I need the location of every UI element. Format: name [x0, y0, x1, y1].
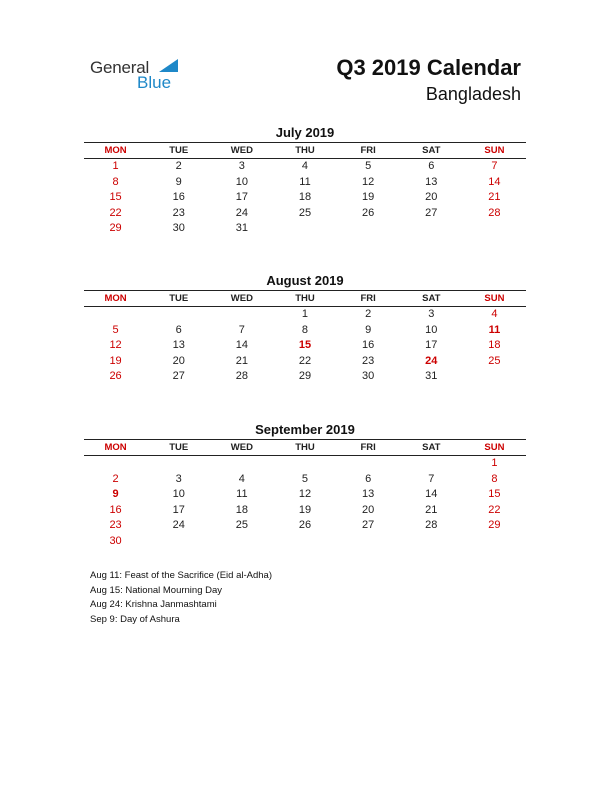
- empty-day-cell: [400, 456, 463, 472]
- weekday-header: WED: [210, 143, 273, 159]
- day-cell: 16: [109, 503, 122, 516]
- day-cell: 21: [425, 503, 438, 516]
- day-cell: 20: [172, 354, 185, 367]
- week-row: [84, 456, 526, 472]
- empty-day-cell: [273, 456, 336, 472]
- day-cell: 15: [109, 191, 122, 204]
- weekday-header: MON: [84, 440, 147, 456]
- day-cell: 22: [488, 503, 501, 516]
- weekday-header: FRI: [337, 143, 400, 159]
- weekday-header: THU: [273, 143, 336, 159]
- empty-day-cell: [337, 534, 400, 550]
- day-cell: 26: [362, 206, 375, 219]
- day-cell: 29: [109, 222, 122, 235]
- day-cell: 2: [175, 160, 182, 172]
- empty-day-cell: [400, 534, 463, 550]
- day-cell: 5: [301, 472, 309, 485]
- weekday-header: SUN: [463, 291, 526, 307]
- day-cell: 10: [172, 488, 185, 501]
- day-cell: 20: [425, 191, 438, 204]
- day-cell: 23: [362, 354, 375, 367]
- day-cell: 3: [175, 472, 182, 485]
- day-cell: 4: [491, 308, 498, 320]
- day-cell: 5: [112, 323, 119, 336]
- week-row: [84, 472, 526, 488]
- week-row: [84, 503, 526, 519]
- day-cell: 19: [298, 503, 312, 516]
- day-cell: 14: [425, 488, 438, 501]
- empty-day-cell: [210, 534, 273, 550]
- day-cell: 30: [109, 534, 122, 547]
- day-cell: 20: [362, 503, 375, 516]
- day-cell: 2: [112, 472, 119, 485]
- day-cell: 4: [238, 472, 245, 485]
- day-cell: 14: [235, 339, 248, 352]
- day-cell: 26: [298, 519, 312, 532]
- weekday-header: THU: [273, 440, 336, 456]
- week-row: [84, 534, 526, 550]
- week-row: [84, 354, 526, 370]
- day-cell: 17: [235, 191, 248, 204]
- day-cell: 8: [301, 323, 309, 336]
- day-cell: 13: [172, 339, 185, 352]
- day-cell: 18: [235, 503, 248, 516]
- day-cell: 11: [299, 175, 311, 188]
- day-cell: 9: [175, 175, 182, 188]
- week-row: [84, 338, 526, 354]
- day-cell: 21: [235, 354, 248, 367]
- day-cell: 28: [488, 206, 501, 219]
- empty-day-cell: [337, 456, 400, 472]
- empty-day-cell: [210, 456, 273, 472]
- empty-day-cell: [273, 534, 336, 550]
- month-block-august: [84, 272, 526, 385]
- week-row: [84, 487, 526, 503]
- day-cell: 21: [488, 191, 501, 204]
- week-row: [84, 369, 526, 385]
- day-cell: 11: [488, 323, 501, 336]
- day-cell: 29: [298, 370, 312, 383]
- day-cell: 19: [109, 354, 122, 367]
- day-cell: 17: [172, 503, 185, 516]
- empty-day-cell: [463, 369, 526, 385]
- day-cell: 6: [428, 160, 435, 172]
- day-cell: 8: [112, 175, 119, 188]
- day-cell: 16: [362, 339, 375, 352]
- day-cell: 24: [172, 519, 185, 532]
- holiday-note: Aug 15: National Mourning Day: [90, 584, 223, 596]
- day-cell: 4: [301, 160, 309, 172]
- logo-blue-text: Blue: [137, 73, 172, 92]
- weekday-header: FRI: [337, 291, 400, 307]
- holiday-notes: [90, 569, 272, 627]
- weekday-header: MON: [84, 291, 147, 307]
- weekday-header: TUE: [147, 143, 210, 159]
- day-cell: 28: [235, 370, 248, 383]
- weekday-header: WED: [210, 291, 273, 307]
- day-cell: 18: [298, 191, 312, 204]
- week-row: [84, 518, 526, 534]
- weekday-header: SAT: [400, 440, 463, 456]
- day-cell: 24: [425, 354, 438, 367]
- weekday-header: SUN: [463, 143, 526, 159]
- day-cell: 30: [362, 370, 375, 383]
- empty-day-cell: [84, 307, 147, 323]
- day-cell: 25: [235, 519, 248, 532]
- day-cell: 6: [365, 472, 372, 485]
- weekday-header: TUE: [147, 440, 210, 456]
- day-cell: 31: [235, 222, 248, 235]
- empty-day-cell: [147, 534, 210, 550]
- empty-day-cell: [84, 456, 147, 472]
- day-cell: 12: [362, 175, 375, 188]
- day-cell: 28: [425, 519, 438, 532]
- day-cell: 11: [236, 488, 248, 501]
- day-cell: 16: [172, 191, 185, 204]
- day-cell: 27: [172, 370, 185, 383]
- day-cell: 10: [425, 323, 438, 336]
- day-cell: 9: [112, 488, 119, 501]
- day-cell: 22: [298, 354, 312, 367]
- day-cell: 26: [109, 370, 122, 383]
- empty-day-cell: [210, 307, 273, 323]
- weekday-header: SUN: [463, 440, 526, 456]
- day-cell: 3: [428, 308, 435, 320]
- logo-general-text: General: [90, 58, 150, 77]
- empty-day-cell: [147, 456, 210, 472]
- day-cell: 23: [172, 206, 185, 219]
- day-cell: 27: [362, 519, 375, 532]
- month-grid: [84, 439, 526, 550]
- empty-day-cell: [463, 534, 526, 550]
- day-cell: 14: [488, 175, 501, 188]
- month-title: September 2019: [255, 422, 355, 437]
- weekday-header-row: [84, 440, 526, 456]
- day-cell: 30: [172, 222, 185, 235]
- month-grid: [84, 290, 526, 385]
- weekday-header: FRI: [337, 440, 400, 456]
- day-cell: 10: [235, 175, 248, 188]
- week-row: [84, 307, 526, 323]
- weekday-header: WED: [210, 440, 273, 456]
- day-cell: 25: [298, 206, 312, 219]
- day-cell: 13: [362, 488, 375, 501]
- weekday-header: SAT: [400, 291, 463, 307]
- empty-day-cell: [147, 307, 210, 323]
- logo-triangle-icon: [159, 59, 178, 72]
- logo: [90, 58, 200, 98]
- holiday-note: Aug 24: Krishna Janmashtami: [90, 599, 217, 610]
- holiday-note: Sep 9: Day of Ashura: [90, 613, 180, 625]
- weekday-header-row: [84, 143, 526, 159]
- day-cell: 1: [112, 160, 119, 172]
- weekday-header: THU: [273, 291, 336, 307]
- day-cell: 8: [491, 472, 498, 485]
- empty-day-cell: [463, 221, 526, 237]
- month-block-july: [84, 124, 526, 237]
- day-cell: 25: [488, 354, 501, 367]
- weekday-header: MON: [84, 143, 147, 159]
- day-cell: 17: [425, 339, 438, 352]
- week-row: [84, 323, 526, 339]
- day-cell: 1: [491, 457, 498, 469]
- day-cell: 22: [109, 206, 122, 219]
- day-cell: 7: [491, 160, 498, 172]
- empty-day-cell: [400, 221, 463, 237]
- day-cell: 7: [428, 472, 435, 485]
- week-row: [84, 206, 526, 222]
- page-subtitle: Bangladesh: [425, 84, 521, 104]
- day-cell: 9: [365, 323, 372, 336]
- day-cell: 2: [365, 308, 372, 320]
- day-cell: 5: [365, 160, 372, 172]
- day-cell: 6: [175, 323, 182, 336]
- weekday-header-row: [84, 291, 526, 307]
- empty-day-cell: [273, 221, 336, 237]
- holiday-note: Aug 11: Feast of the Sacrifice (Eid al-Adha): [90, 570, 272, 581]
- weekday-header: SAT: [400, 143, 463, 159]
- week-row: [84, 190, 526, 206]
- day-cell: 13: [425, 175, 438, 188]
- day-cell: 12: [298, 488, 312, 501]
- day-cell: 3: [238, 160, 245, 172]
- page-title: Q3 2019 Calendar: [336, 55, 521, 80]
- day-cell: 31: [425, 370, 438, 383]
- day-cell: 15: [488, 488, 501, 501]
- week-row: [84, 221, 526, 237]
- day-cell: 1: [301, 308, 309, 320]
- month-grid: [84, 142, 526, 237]
- month-block-september: [84, 421, 526, 550]
- day-cell: 29: [488, 519, 501, 532]
- week-row: [84, 175, 526, 191]
- day-cell: 18: [488, 339, 501, 352]
- weekday-header: TUE: [147, 291, 210, 307]
- week-row: [84, 159, 526, 175]
- day-cell: 15: [298, 339, 312, 352]
- day-cell: 19: [362, 191, 375, 204]
- day-cell: 23: [109, 519, 122, 532]
- day-cell: 24: [235, 206, 248, 219]
- day-cell: 7: [238, 323, 245, 336]
- day-cell: 12: [109, 339, 122, 352]
- month-title: August 2019: [266, 273, 344, 288]
- empty-day-cell: [337, 221, 400, 237]
- day-cell: 27: [425, 206, 438, 219]
- month-title: July 2019: [275, 125, 335, 140]
